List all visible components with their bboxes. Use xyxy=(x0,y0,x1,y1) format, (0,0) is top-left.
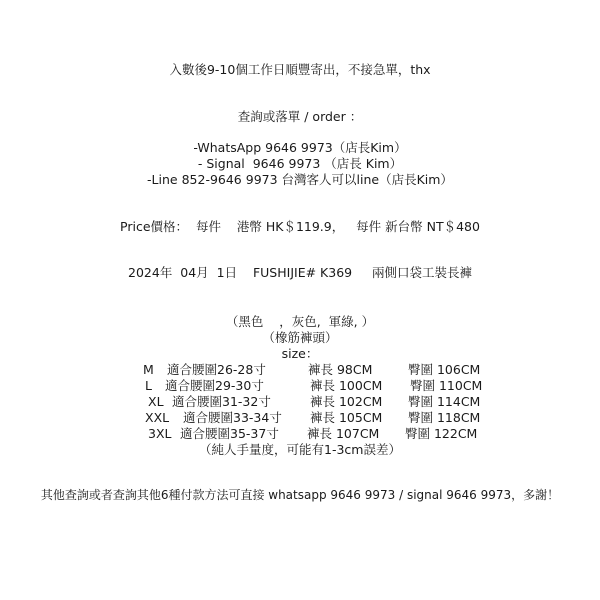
colors-line: （黑色 ，灰色, 軍綠, ） xyxy=(225,314,375,329)
size-name: M xyxy=(143,362,154,377)
size-length: 褲長 100CM xyxy=(310,378,383,393)
size-length: 褲長 105CM xyxy=(310,410,383,425)
size-waist: 適合腰圍26-28寸 xyxy=(167,362,266,377)
order-heading: 查詢或落單 / order ： xyxy=(237,109,363,124)
footer-note: 其他查詢或者查詢其他6種付款方法可直接 whatsapp 9646 9973 / signal 9646 9973，多謝！ xyxy=(40,488,560,502)
size-hip: 臀圍 110CM xyxy=(410,378,483,393)
size-hip: 臀圍 118CM xyxy=(408,410,481,425)
size-hip: 臀圍 122CM xyxy=(405,426,478,441)
contact-signal: - Signal 9646 9973 （店長 Kim） xyxy=(197,156,403,171)
size-waist: 適合腰圍29-30寸 xyxy=(165,378,264,393)
size-waist: 適合腰圍33-34寸 xyxy=(183,410,282,425)
shipping-note: 入數後9-10個工作日順豐寄出，不接急單，thx xyxy=(169,62,431,77)
size-row xyxy=(0,426,600,442)
size-row xyxy=(0,394,600,410)
size-row xyxy=(0,362,600,378)
size-name: 3XL xyxy=(148,426,172,441)
size-label: size： xyxy=(281,346,319,361)
size-waist: 適合腰圍35-37寸 xyxy=(180,426,279,441)
waist-line: （橡筋褲頭） xyxy=(262,330,338,345)
contact-line: -Line 852-9646 9973 台灣客人可以line（店長Kim） xyxy=(147,172,453,187)
size-name: XL xyxy=(148,394,164,409)
size-row xyxy=(0,410,600,426)
size-length: 褲長 102CM xyxy=(310,394,383,409)
size-length: 褲長 107CM xyxy=(307,426,380,441)
measure-note: （純人手量度，可能有1-3cm誤差） xyxy=(199,442,401,457)
price-line: Price價格： 每件 港幣 HK＄119.9， 每件 新台幣 NT＄480 xyxy=(120,219,480,234)
product-line: 2024年 04月 1日 FUSHIJIE# K369 兩側口袋工裝長褲 xyxy=(128,265,472,280)
size-hip: 臀圍 106CM xyxy=(408,362,481,377)
size-hip: 臀圍 114CM xyxy=(408,394,481,409)
size-waist: 適合腰圍31-32寸 xyxy=(172,394,271,409)
size-name: XXL xyxy=(145,410,170,425)
size-row xyxy=(0,378,600,394)
size-length: 褲長 98CM xyxy=(308,362,373,377)
contact-whatsapp: -WhatsApp 9646 9973（店長Kim） xyxy=(193,140,407,155)
size-name: L xyxy=(145,378,152,393)
